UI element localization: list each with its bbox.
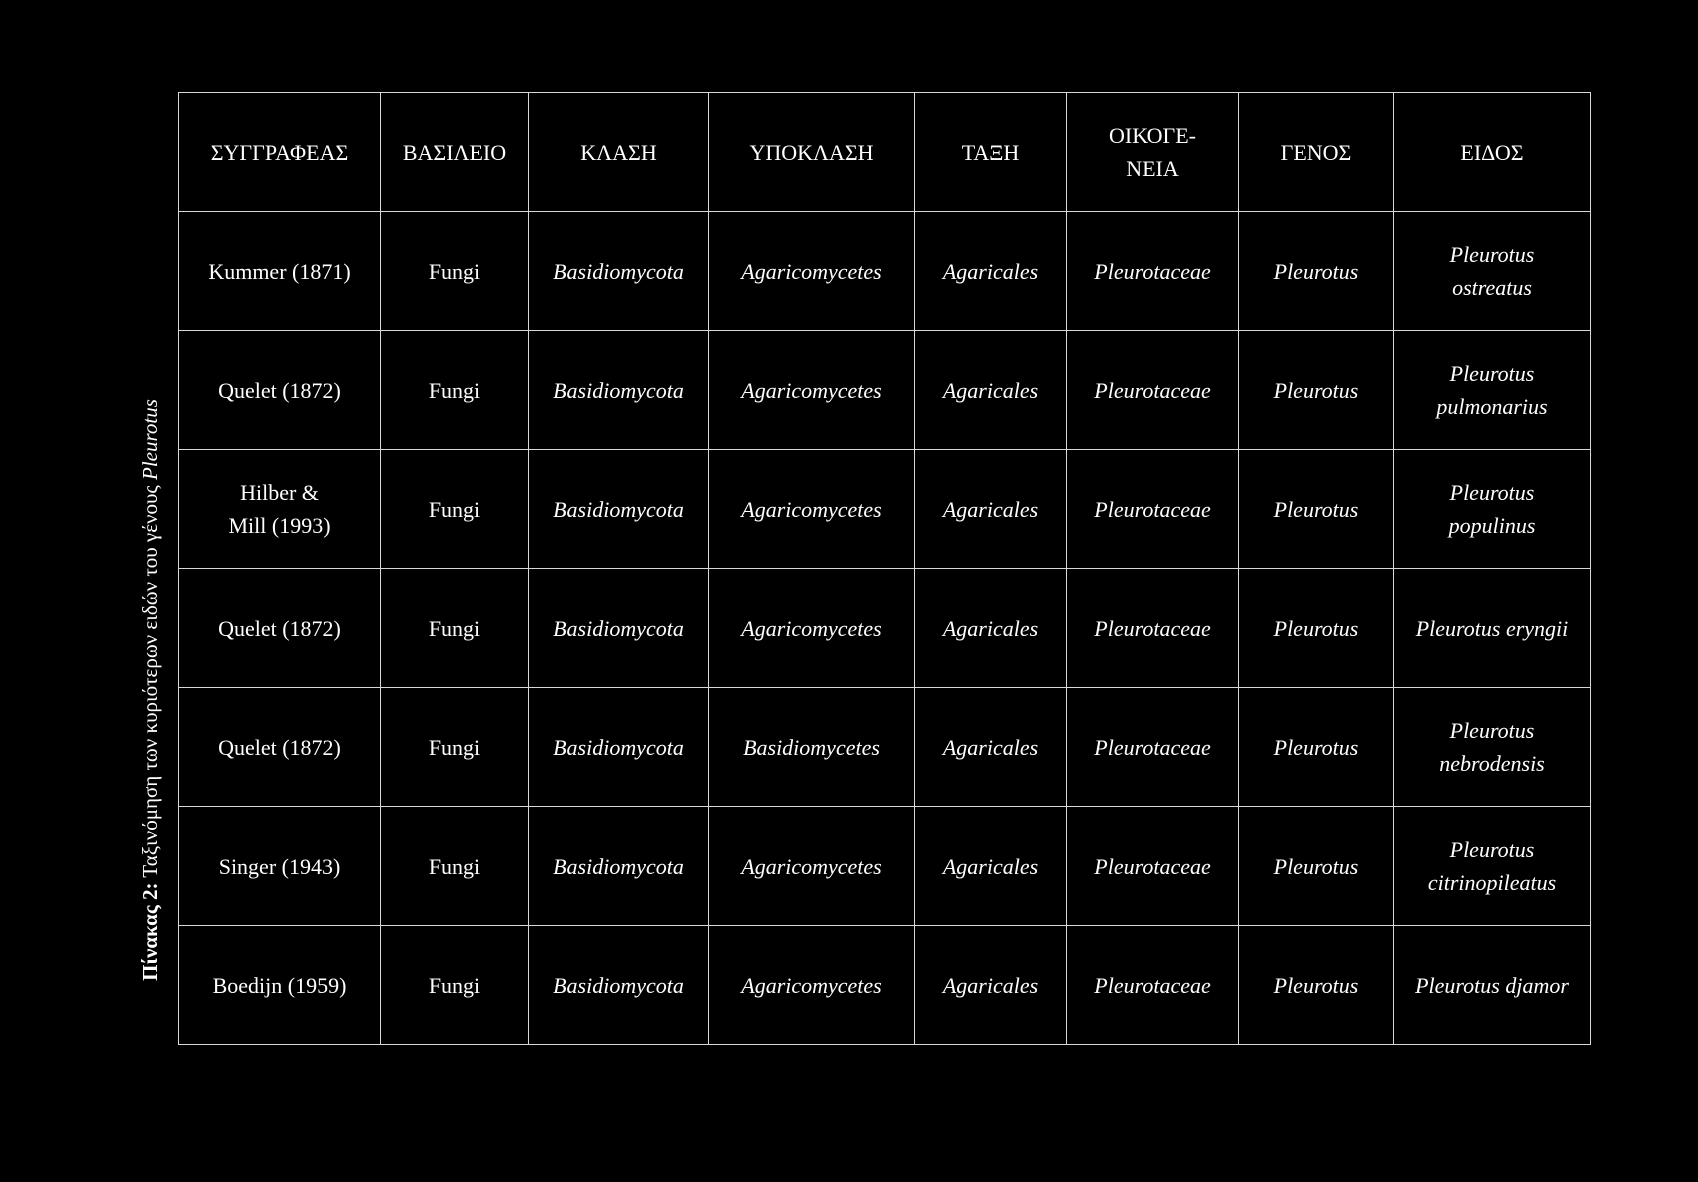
subclass-cell: Agaricomycetes bbox=[709, 926, 915, 1045]
family-cell: Pleurotaceae bbox=[1067, 688, 1239, 807]
subclass-cell: Agaricomycetes bbox=[709, 331, 915, 450]
taxonomy-table bbox=[178, 92, 1591, 1045]
species-cell bbox=[1394, 331, 1591, 450]
kingdom-cell: Fungi bbox=[381, 331, 529, 450]
class-cell: Basidiomycota bbox=[529, 926, 709, 1045]
species-line1: Pleurotus bbox=[1449, 361, 1535, 386]
table-caption-container bbox=[134, 340, 166, 1040]
header-subclass: ΥΠΟΚΛΑΣΗ bbox=[709, 93, 915, 212]
kingdom-cell: Fungi bbox=[381, 807, 529, 926]
family-cell: Pleurotaceae bbox=[1067, 212, 1239, 331]
caption-label: Πίνακας 2: bbox=[138, 882, 162, 981]
table-caption bbox=[135, 340, 165, 1040]
class-cell: Basidiomycota bbox=[529, 569, 709, 688]
genus-cell: Pleurotus bbox=[1239, 331, 1394, 450]
kingdom-cell: Fungi bbox=[381, 569, 529, 688]
family-cell: Pleurotaceae bbox=[1067, 569, 1239, 688]
order-cell: Agaricales bbox=[915, 331, 1067, 450]
kingdom-cell: Fungi bbox=[381, 926, 529, 1045]
kingdom-cell: Fungi bbox=[381, 688, 529, 807]
author-cell bbox=[179, 569, 381, 688]
subclass-cell: Basidiomycetes bbox=[709, 688, 915, 807]
author-cell bbox=[179, 212, 381, 331]
table-row bbox=[179, 331, 1591, 450]
species-line1: Pleurotus bbox=[1449, 718, 1535, 743]
subclass-cell: Agaricomycetes bbox=[709, 807, 915, 926]
author-line1: Boedijn (1959) bbox=[212, 972, 347, 998]
author-cell bbox=[179, 926, 381, 1045]
order-cell: Agaricales bbox=[915, 926, 1067, 1045]
author-cell bbox=[179, 807, 381, 926]
species-cell bbox=[1394, 569, 1591, 688]
class-cell: Basidiomycota bbox=[529, 212, 709, 331]
order-cell: Agaricales bbox=[915, 569, 1067, 688]
genus-cell: Pleurotus bbox=[1239, 688, 1394, 807]
author-cell bbox=[179, 688, 381, 807]
caption-text: Ταξινόμηση των κυριότερων ειδών του γένους bbox=[138, 485, 162, 878]
species-line2: populinus bbox=[1448, 513, 1536, 538]
species-line2: citrinopileatus bbox=[1427, 870, 1557, 895]
genus-cell: Pleurotus bbox=[1239, 212, 1394, 331]
order-cell: Agaricales bbox=[915, 450, 1067, 569]
table-row bbox=[179, 688, 1591, 807]
author-line2: Mill (1993) bbox=[228, 513, 331, 538]
table-row bbox=[179, 569, 1591, 688]
table-row bbox=[179, 926, 1591, 1045]
species-line2: ostreatus bbox=[1452, 275, 1532, 300]
order-cell: Agaricales bbox=[915, 807, 1067, 926]
species-cell bbox=[1394, 807, 1591, 926]
genus-cell: Pleurotus bbox=[1239, 569, 1394, 688]
class-cell: Basidiomycota bbox=[529, 807, 709, 926]
genus-cell: Pleurotus bbox=[1239, 807, 1394, 926]
header-family-line1: ΟΙΚΟΓΕ- bbox=[1109, 123, 1196, 148]
family-cell: Pleurotaceae bbox=[1067, 807, 1239, 926]
species-cell bbox=[1394, 450, 1591, 569]
species-line2: pulmonarius bbox=[1436, 394, 1548, 419]
genus-cell: Pleurotus bbox=[1239, 450, 1394, 569]
order-cell: Agaricales bbox=[915, 212, 1067, 331]
family-cell: Pleurotaceae bbox=[1067, 450, 1239, 569]
kingdom-cell: Fungi bbox=[381, 450, 529, 569]
header-order: ΤΑΞΗ bbox=[915, 93, 1067, 212]
genus-cell: Pleurotus bbox=[1239, 926, 1394, 1045]
author-line1: Quelet (1872) bbox=[218, 377, 341, 403]
species-cell bbox=[1394, 688, 1591, 807]
header-author: ΣΥΓΓΡΑΦΕΑΣ bbox=[179, 93, 381, 212]
kingdom-cell: Fungi bbox=[381, 212, 529, 331]
author-line1: Kummer (1871) bbox=[208, 258, 351, 284]
table-row bbox=[179, 450, 1591, 569]
header-class: ΚΛΑΣΗ bbox=[529, 93, 709, 212]
header-family-line2: ΝΕΙΑ bbox=[1126, 156, 1179, 181]
family-cell: Pleurotaceae bbox=[1067, 926, 1239, 1045]
species-line1: Pleurotus djamor bbox=[1415, 972, 1569, 998]
author-line1: Quelet (1872) bbox=[218, 734, 341, 760]
species-line1: Pleurotus bbox=[1449, 242, 1535, 267]
order-cell: Agaricales bbox=[915, 688, 1067, 807]
author-cell bbox=[179, 331, 381, 450]
species-line1: Pleurotus bbox=[1449, 837, 1535, 862]
header-species: ΕΙΔΟΣ bbox=[1394, 93, 1591, 212]
caption-genus: Pleurotus bbox=[138, 399, 162, 480]
author-line1: Singer (1943) bbox=[218, 853, 341, 879]
class-cell: Basidiomycota bbox=[529, 450, 709, 569]
species-cell bbox=[1394, 212, 1591, 331]
author-cell bbox=[179, 450, 381, 569]
species-line2: nebrodensis bbox=[1439, 751, 1545, 776]
subclass-cell: Agaricomycetes bbox=[709, 450, 915, 569]
header-row bbox=[179, 93, 1591, 212]
class-cell: Basidiomycota bbox=[529, 331, 709, 450]
species-line1: Pleurotus eryngii bbox=[1415, 615, 1569, 641]
author-line1: Quelet (1872) bbox=[218, 615, 341, 641]
header-family bbox=[1067, 93, 1239, 212]
species-cell bbox=[1394, 926, 1591, 1045]
author-line1: Hilber & bbox=[240, 480, 319, 505]
class-cell: Basidiomycota bbox=[529, 688, 709, 807]
subclass-cell: Agaricomycetes bbox=[709, 569, 915, 688]
header-kingdom: ΒΑΣΙΛΕΙΟ bbox=[381, 93, 529, 212]
table-row bbox=[179, 212, 1591, 331]
family-cell: Pleurotaceae bbox=[1067, 331, 1239, 450]
header-genus: ΓΕΝΟΣ bbox=[1239, 93, 1394, 212]
subclass-cell: Agaricomycetes bbox=[709, 212, 915, 331]
species-line1: Pleurotus bbox=[1449, 480, 1535, 505]
table-row bbox=[179, 807, 1591, 926]
